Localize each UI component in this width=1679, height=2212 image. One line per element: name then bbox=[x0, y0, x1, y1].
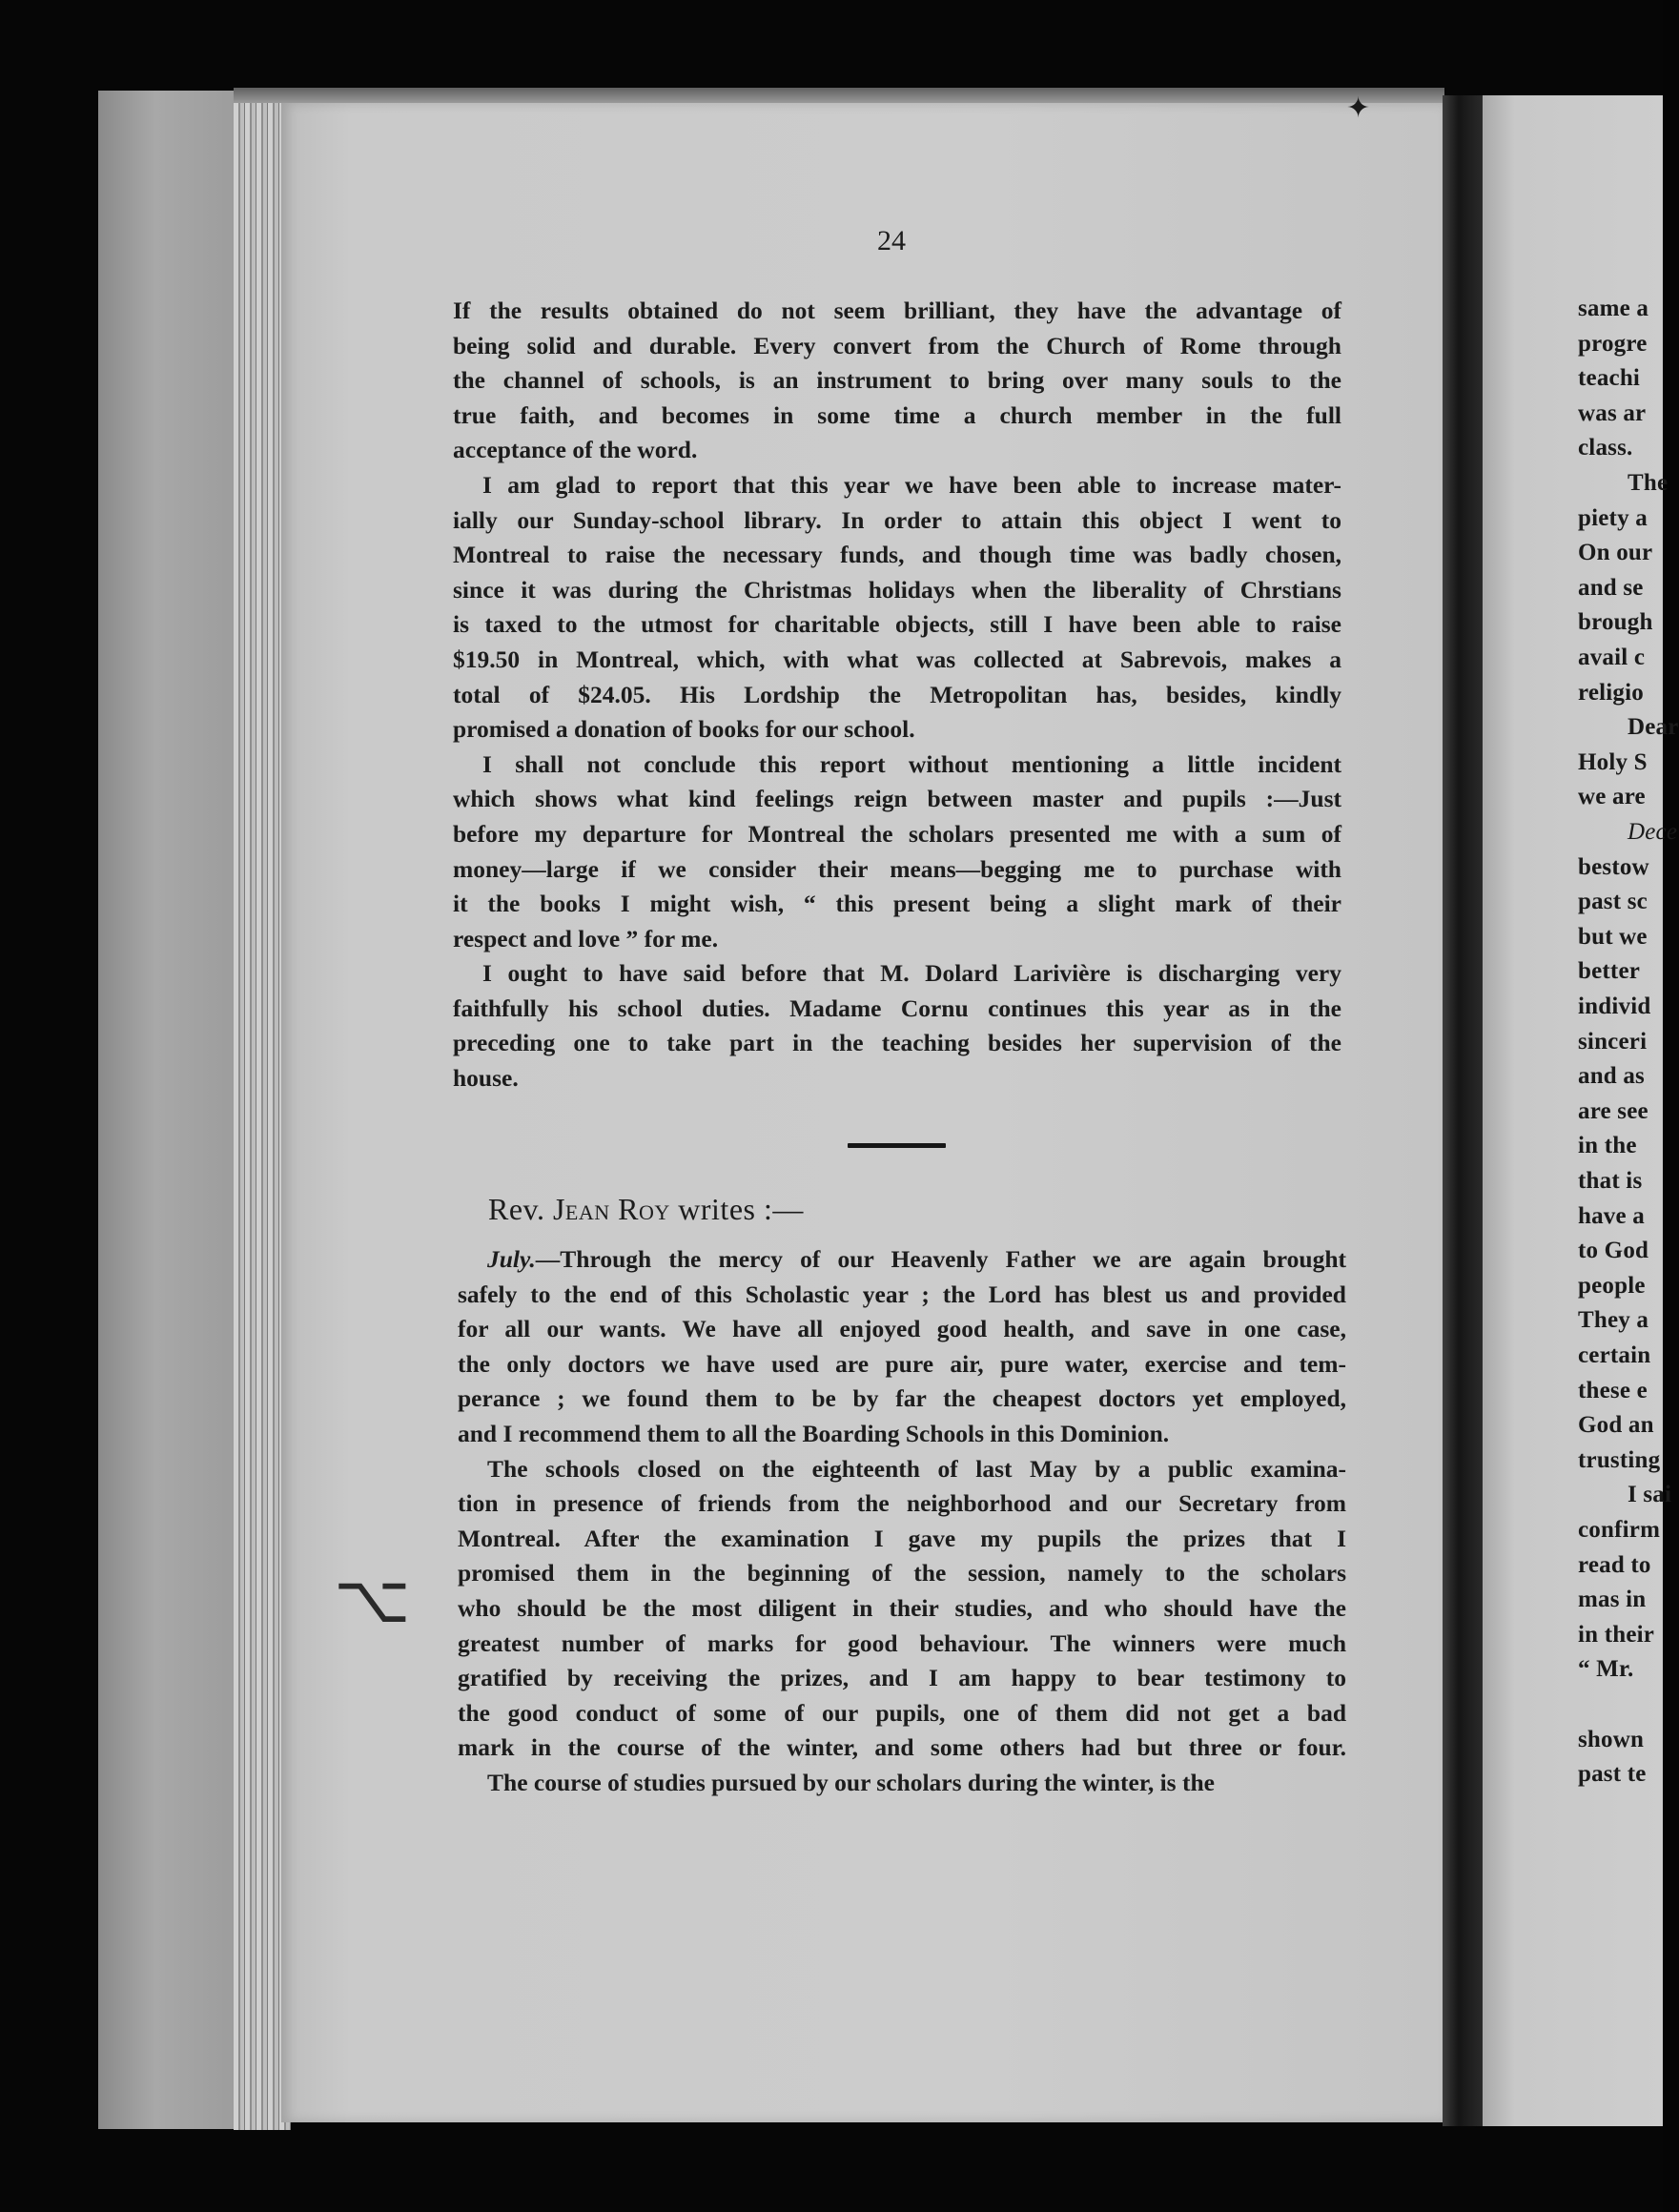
date-italic: July. bbox=[487, 1245, 536, 1273]
facing-text-fragment: shown bbox=[1578, 1726, 1645, 1752]
text-line: greatest number of marks for good behaviour. The winners were much bbox=[458, 1628, 1346, 1657]
facing-text-fragment: On our bbox=[1578, 540, 1653, 566]
text-line: the only doctors we have used are pure air, pure water, exercise and tem- bbox=[458, 1349, 1346, 1378]
facing-text-fragment: progre bbox=[1578, 330, 1648, 357]
facing-text-fragment: sinceri bbox=[1578, 1028, 1648, 1055]
text-line: house. bbox=[453, 1064, 519, 1093]
facing-text-fragment: teachi bbox=[1578, 365, 1641, 392]
text-line: total of $24.05. His Lordship the Metropolitan has, besides, kindly bbox=[453, 680, 1341, 708]
text-line: I am glad to report that this year we have been able to increase mater- bbox=[482, 470, 1341, 499]
text-line: true faith, and becomes in some time a church member in the full bbox=[453, 400, 1341, 429]
text-line: gratified by receiving the prizes, and I am happy to bear testimony to bbox=[458, 1664, 1346, 1692]
text-line: and I recommend them to all the Boarding Schools in this Dominion. bbox=[458, 1419, 1170, 1447]
text-line: before my departure for Montreal the scholars presented me with a sum of bbox=[453, 819, 1341, 848]
facing-text-fragment: piety a bbox=[1578, 504, 1648, 531]
text-line: is taxed to the utmost for charitable objects, still I have been able to raise bbox=[453, 610, 1341, 639]
facing-text-fragment: brough bbox=[1578, 609, 1653, 636]
facing-text-fragment: same a bbox=[1578, 296, 1649, 321]
date-line-rest: —Through the mercy of our Heavenly Father we are again brought bbox=[535, 1245, 1346, 1273]
text-line: $19.50 in Montreal, which, with what was collected at Sabrevois, makes a bbox=[453, 645, 1341, 673]
facing-text-fragment: past te bbox=[1578, 1761, 1647, 1788]
text-line: I shall not conclude this report without mentioning a little incident bbox=[482, 749, 1341, 778]
report-text-upper bbox=[453, 294, 1341, 1096]
page-stack-top bbox=[234, 88, 1444, 103]
book-gutter bbox=[1443, 95, 1483, 2126]
facing-text-fragment: in the bbox=[1578, 1133, 1637, 1159]
facing-text-fragment: have a bbox=[1578, 1202, 1645, 1229]
facing-text-fragment: The bbox=[1628, 470, 1669, 496]
text-line: The schools closed on the eighteenth of last May by a public examina- bbox=[487, 1454, 1346, 1483]
text-line: ially our Sunday-school library. In order to attain this object I went to bbox=[453, 505, 1341, 534]
facing-text-fragment: read to bbox=[1578, 1551, 1651, 1578]
facing-text-fragment: was ar bbox=[1578, 399, 1647, 426]
facing-text-fragment: class. bbox=[1578, 435, 1633, 461]
facing-text-fragment: “ Mr. bbox=[1578, 1656, 1634, 1683]
facing-text-fragment: and as bbox=[1578, 1063, 1645, 1090]
text-line: The course of studies pursued by our scholars during the winter, is the bbox=[487, 1768, 1215, 1796]
text-line: promised a donation of books for our school. bbox=[453, 715, 915, 744]
text-line: since it was during the Christmas holidays when the liberality of Chrstians bbox=[453, 575, 1341, 604]
margin-mark: ⌥ bbox=[334, 1560, 411, 1638]
text-line: it the books I might wish, “ this present being a slight mark of their bbox=[453, 890, 1341, 918]
text-line: Montreal. After the examination I gave my pupils the prizes that I bbox=[458, 1524, 1346, 1552]
text-line: which shows what kind feelings reign between master and pupils :—Just bbox=[453, 785, 1341, 813]
text-line: I ought to have said before that M. Dolard Larivière is discharging very bbox=[482, 959, 1341, 988]
text-line: for all our wants. We have all enjoyed good health, and save in one case, bbox=[458, 1315, 1346, 1343]
facing-text-fragment: to God bbox=[1578, 1238, 1649, 1264]
text-line: who should be the most diligent in their studies, and who should have the bbox=[458, 1593, 1346, 1622]
text-line: tion in presence of friends from the neighborhood and our Secretary from bbox=[458, 1489, 1346, 1518]
text-line: the good conduct of some of our pupils, one of them did not get a bad bbox=[458, 1698, 1346, 1727]
text-line: respect and love ” for me. bbox=[453, 924, 719, 952]
facing-text-fragment: mas in bbox=[1578, 1587, 1647, 1613]
text-line: preceding one to take part in the teaching besides her supervision of the bbox=[453, 1029, 1341, 1057]
facing-text-fragment: They a bbox=[1578, 1307, 1649, 1334]
text-line: safely to the end of this Scholastic year ; the Lord has blest us and provided bbox=[458, 1280, 1346, 1308]
section-divider bbox=[848, 1143, 946, 1148]
heading-prefix: Rev. bbox=[488, 1192, 553, 1226]
section-heading bbox=[488, 1192, 804, 1227]
text-line: Montreal to raise the necessary funds, and though time was badly chosen, bbox=[453, 541, 1341, 569]
text-line: If the results obtained do not seem brilliant, they have the advantage of bbox=[453, 297, 1341, 324]
facing-text-fragment: past sc bbox=[1578, 889, 1648, 915]
text-line: faithfully his school duties. Madame Cornu continues this year as in the bbox=[453, 993, 1341, 1022]
facing-text-fragment: Dece bbox=[1628, 819, 1678, 845]
facing-text-fragment: confirm bbox=[1578, 1517, 1661, 1543]
margin-mark: ✦ bbox=[1346, 92, 1371, 125]
facing-text-fragment: bestow bbox=[1578, 853, 1649, 880]
text-line: being solid and durable. Every convert from the Church of Rome through bbox=[453, 331, 1341, 359]
text-line: mark in the course of the winter, and some others had but three or four. bbox=[458, 1733, 1346, 1762]
text-line: perance ; we found them to be by far the cheapest doctors yet employed, bbox=[458, 1384, 1346, 1413]
facing-text-fragment: trusting bbox=[1578, 1446, 1661, 1473]
text-line: money—large if we consider their means—begging me to purchase with bbox=[453, 854, 1341, 883]
text-line: acceptance of the word. bbox=[453, 436, 698, 464]
facing-text-fragment: are see bbox=[1578, 1097, 1648, 1124]
text-line bbox=[458, 1242, 1346, 1278]
facing-page bbox=[1483, 95, 1679, 2126]
facing-text-fragment: Dear bbox=[1628, 714, 1679, 741]
facing-text-fragment: better bbox=[1578, 958, 1641, 985]
heading-name: Jean Roy bbox=[552, 1192, 670, 1226]
facing-text-fragment: certain bbox=[1578, 1342, 1651, 1368]
facing-text-fragment: in their bbox=[1578, 1621, 1655, 1648]
report-text-lower bbox=[458, 1242, 1346, 1801]
text-line: promised them in the beginning of the session, namely to the scholars bbox=[458, 1559, 1346, 1587]
facing-text-fragment: religio bbox=[1578, 679, 1644, 706]
facing-text-fragment: individ bbox=[1578, 993, 1651, 1019]
page-number: 24 bbox=[877, 225, 906, 256]
facing-text-fragment: but we bbox=[1578, 923, 1648, 950]
facing-text-fragment: these e bbox=[1578, 1377, 1648, 1403]
facing-text-fragment: avail c bbox=[1578, 645, 1646, 670]
book-cover-edge bbox=[98, 91, 241, 2129]
heading-suffix: writes :— bbox=[669, 1192, 804, 1226]
facing-text-fragment: people bbox=[1578, 1272, 1646, 1299]
facing-text-fragment: Holy S bbox=[1578, 748, 1648, 775]
text-line: the channel of schools, is an instrument to bring over many souls to the bbox=[453, 366, 1341, 395]
facing-text-fragment: we are bbox=[1578, 784, 1646, 810]
facing-text-fragment: God an bbox=[1578, 1412, 1654, 1439]
facing-text-fragment: that is bbox=[1578, 1168, 1643, 1194]
facing-text-fragment: I sai bbox=[1628, 1482, 1672, 1508]
facing-text-fragment: and se bbox=[1578, 574, 1644, 601]
